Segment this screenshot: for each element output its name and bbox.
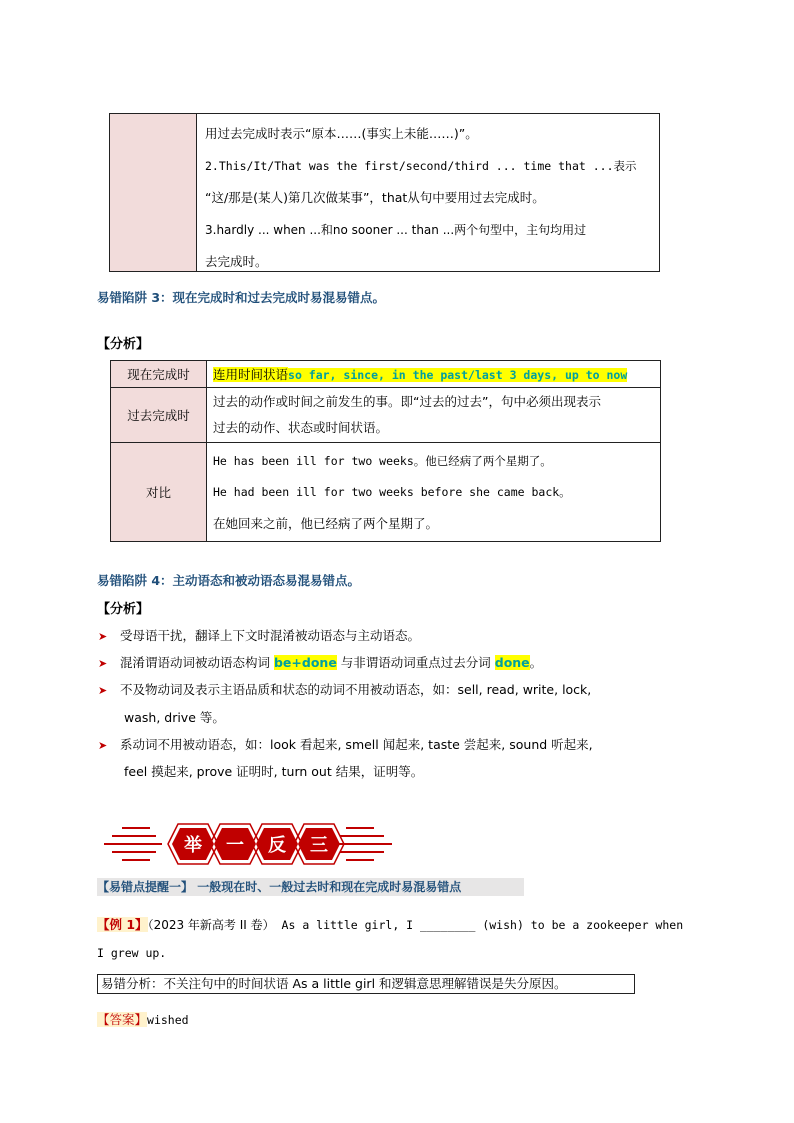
top-line-2: 2.This/It/That was the first/second/third ... time that ...表示 (205, 159, 637, 173)
top-line-1: 用过去完成时表示“原本……(事实上未能……)”。 (205, 126, 478, 141)
present-perfect-prefix: 连用时间状语 (213, 367, 289, 383)
row-label-past-perfect: 过去完成时 (111, 388, 207, 443)
compare-line-2: He had been ill for two weeks before she came back。 (213, 485, 571, 500)
table-row (111, 388, 661, 443)
answer-value: wished (147, 1013, 189, 1027)
row-label-present-perfect: 现在完成时 (111, 361, 207, 388)
bullet-4-cont: feel 摸起来, prove 证明时, turn out 结果，证明等。 (124, 764, 424, 779)
top-line-5: 去完成时。 (205, 254, 268, 269)
example-line-2: I grew up. (97, 946, 167, 960)
compare-cell (207, 443, 661, 542)
answer-label: 【答案】 (97, 1012, 148, 1027)
top-table (109, 113, 660, 272)
example-tag: 【例 1】 (97, 917, 148, 932)
reminder-label: 【易错点提醒一】 (97, 880, 194, 894)
reminder-bar (97, 878, 524, 896)
bullet-3 (98, 680, 591, 698)
table-row (111, 361, 661, 388)
compare-line-1: He has been ill for two weeks。他已经病了两个星期了。 (213, 454, 552, 469)
past-perfect-line-1: 过去的动作或时间之前发生的事。即“过去的过去”，句中必须出现表示 (213, 394, 601, 410)
banner-char-1: 举 (184, 835, 202, 856)
banner-char-3: 反 (268, 835, 286, 856)
bullet-3-cont: wash, drive 等。 (124, 710, 225, 725)
reminder-text: 一般现在时、一般过去时和现在完成时易混易错点 (193, 880, 462, 894)
arrow-bullet-icon: ➤ (98, 630, 108, 643)
trap4-analysis-label: 【分析】 (97, 602, 150, 617)
table-row (111, 443, 661, 542)
error-analysis-box: 易错分析：不关注句中的时间状语 As a little girl 和逻辑意思理解错误是失分原因。 (97, 974, 635, 994)
trap3-analysis-label: 【分析】 (97, 337, 150, 352)
example-question: As a little girl, I ________ (wish) to be a zookeeper when (274, 918, 684, 932)
top-line-4: 3.hardly ... when ...和no sooner ... than ...两个句型中，主句均用过 (205, 223, 587, 237)
banner-char-4: 三 (310, 835, 328, 856)
bullet-2: ➤ 混淆谓语动词被动语态构词 be+done 与非谓语动词重点过去分词 done。 (98, 655, 543, 670)
top-table-label-cell (110, 114, 197, 271)
top-line-3: “这/那是(某人)第几次做某事”，that从句中要用过去完成时。 (205, 190, 545, 205)
banner-graphic (100, 816, 396, 872)
example-line-1 (97, 915, 683, 933)
row-label-compare: 对比 (111, 443, 207, 542)
compare-line-3: 在她回来之前，他已经病了两个星期了。 (213, 516, 439, 532)
trap3-title: 易错陷阱 3：现在完成时和过去完成时易混易错点。 (97, 290, 386, 305)
past-perfect-cell (207, 388, 661, 443)
example-source: （2023 年新高考 II 卷） (147, 918, 275, 932)
bullet-4-text: 系动词不用被动语态，如：look 看起来, smell 闻起来, taste 尝起来, sound 听起来, (120, 737, 593, 752)
arrow-bullet-icon: ➤ (98, 739, 108, 752)
arrow-bullet-icon: ➤ (98, 657, 108, 670)
analysis-table (110, 360, 661, 542)
arrow-bullet-icon: ➤ (98, 684, 108, 697)
present-perfect-cell (207, 361, 661, 388)
bullet-1 (98, 626, 420, 644)
bullet-3-text: 不及物动词及表示主语品质和状态的动词不用被动语态，如：sell, read, write, lock, (120, 682, 592, 697)
bullet-1-text: 受母语干扰，翻译上下文时混淆被动语态与主动语态。 (120, 628, 421, 643)
bullet-4 (98, 735, 593, 753)
top-table-content (205, 118, 655, 278)
answer-line (97, 1010, 189, 1028)
present-perfect-adverbials: so far, since, in the past/last 3 days, up to now (288, 368, 628, 383)
past-perfect-line-2: 过去的动作、状态或时间状语。 (213, 420, 389, 436)
highlight-be-done: be+done (273, 655, 337, 670)
highlight-done: done (494, 655, 530, 670)
trap4-title: 易错陷阱 4：主动语态和被动语态易混易错点。 (97, 573, 361, 588)
banner-char-2: 一 (226, 835, 244, 856)
